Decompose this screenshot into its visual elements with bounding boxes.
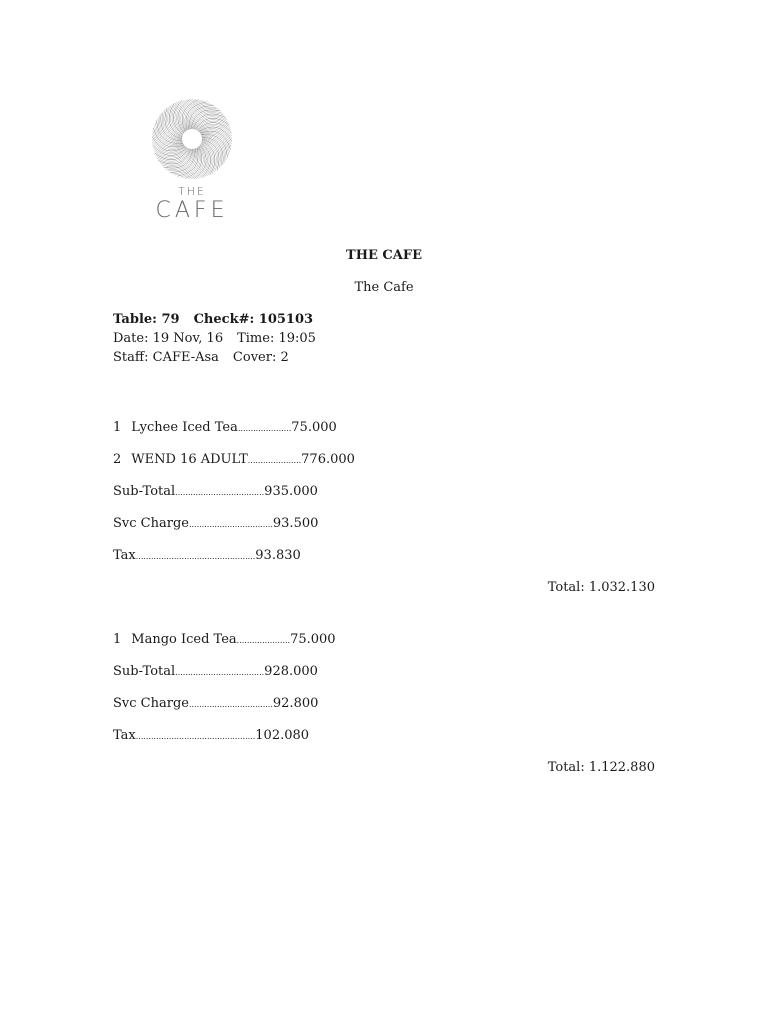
subtotal-line — [113, 664, 318, 679]
receipt-title: THE CAFE — [346, 248, 422, 263]
subtotal-value: 928.000 — [264, 664, 318, 679]
svc-charge-value: 93.500 — [272, 516, 319, 531]
swirl-stroke — [200, 130, 232, 147]
receipt-subtitle: The Cafe — [354, 280, 414, 295]
tax-value: 93.830 — [255, 548, 301, 563]
svc-charge-line — [113, 516, 318, 531]
total-line: Total: 1.032.130 — [547, 580, 655, 595]
list-item — [113, 420, 337, 435]
table-check-line — [113, 312, 313, 327]
leader-dots: ..................... — [237, 424, 292, 433]
list-item — [113, 632, 336, 647]
item-qty: 2 — [113, 452, 122, 467]
swirl-stroke — [179, 99, 193, 133]
item-name: Lychee Iced Tea — [131, 420, 238, 435]
swirl-stroke — [153, 131, 185, 148]
item-price: 75.000 — [290, 632, 336, 647]
subtotal-line — [113, 484, 318, 499]
subtotal-label: Sub-Total — [113, 664, 176, 679]
item-price: 776.000 — [301, 452, 355, 467]
svc-charge-value: 92.800 — [272, 696, 319, 711]
time-text: Time: 19:05 — [237, 331, 316, 346]
tax-value: 102.080 — [255, 728, 310, 743]
subtotal-value: 935.000 — [264, 484, 318, 499]
table-number: Table: 79 — [113, 312, 180, 327]
item-name: WEND 16 ADULT — [131, 452, 248, 467]
leader-dots: ................................. — [188, 520, 273, 529]
check-number: Check#: 105103 — [193, 312, 314, 327]
leader-dots: ..................... — [247, 456, 302, 465]
date-time-line — [113, 331, 316, 346]
subtotal-label: Sub-Total — [113, 484, 176, 499]
total-line: Total: 1.122.880 — [547, 760, 655, 775]
svc-charge-label: Svc Charge — [113, 516, 189, 531]
svc-charge-line — [113, 696, 318, 711]
cover-text: Cover: 2 — [232, 350, 289, 365]
item-qty: 1 — [113, 420, 122, 435]
leader-dots: ................................... — [175, 488, 265, 497]
cafe-logo — [140, 95, 250, 230]
logo-text-the: THE — [178, 185, 206, 198]
leader-dots: ............................................... — [135, 732, 256, 741]
leader-dots: ..................... — [236, 636, 291, 645]
item-name: Mango Iced Tea — [131, 632, 237, 647]
staff-cover-line — [113, 350, 289, 365]
tax-line — [113, 728, 309, 743]
list-item — [113, 452, 355, 467]
swirl-icon — [140, 95, 244, 183]
tax-line — [113, 548, 301, 563]
svc-charge-label: Svc Charge — [113, 696, 189, 711]
leader-dots: ................................... — [175, 668, 265, 677]
leader-dots: ............................................... — [135, 552, 256, 561]
item-qty: 1 — [113, 632, 122, 647]
logo-text-cafe: CAFE — [155, 198, 229, 223]
staff-text: Staff: CAFE-Asa — [113, 350, 219, 365]
tax-label: Tax — [113, 728, 136, 743]
item-price: 75.000 — [291, 420, 337, 435]
tax-label: Tax — [113, 548, 136, 563]
leader-dots: ................................. — [188, 700, 273, 709]
swirl-stroke — [191, 145, 205, 179]
date-text: Date: 19 Nov, 16 — [113, 331, 224, 346]
